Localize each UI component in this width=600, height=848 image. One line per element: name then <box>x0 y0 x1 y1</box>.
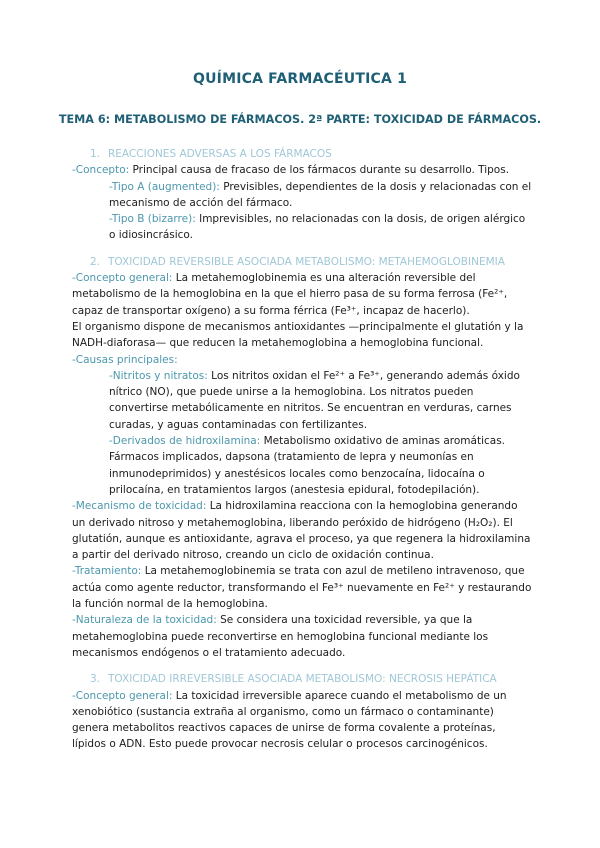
s2-concepto: -Concepto general: La metahemoglobinemia es una alteración reversible del metabolismo de la hemoglobina en la que el hierro pasa de su forma ferrosa (Fe²⁺, capaz de transportar oxígeno) a su forma férrica (Fe³⁺, incapaz de hacerlo). <box>72 272 508 317</box>
s2-derivados: -Derivados de hidroxilamina: Metabolismo oxidativo de aminas aromáticas. Fármacos implicados, dapsona (tratamiento de lepra y neumonías en inmunodeprimidos) y anestésicos locales como benzocaína, lidocaína o prilocaína, en tratamientos largos (anestesia epidural, fotodepilación). <box>109 435 506 496</box>
s1-tipo-b: -Tipo B (bizarre): Imprevisibles, no relacionadas con la dosis, de origen alérgico o idiosincrásico. <box>109 213 526 242</box>
s2-mecanismo: -Mecanismo de toxicidad: La hidroxilamina reacciona con la hemoglobina generando un derivado nitroso y metahemoglobina, liberando peróxido de hidrógeno (H₂O₂). El glutatión, aunque es antioxidante, agrava el proceso, ya que regenera la hidroxilamina a partir del derivado nitroso, creando un ciclo de oxidación continua. <box>72 500 531 562</box>
section-2-heading: 2. TOXICIDAD REVERSIBLE ASOCIADA METABOLISMO: METAHEMOGLOBINEMIA <box>90 255 505 268</box>
section-3-heading: 3. TOXICIDAD IRREVERSIBLE ASOCIADA METABOLISMO: NECROSIS HEPÁTICA <box>90 673 497 686</box>
s2-organismo: El organismo dispone de mecanismos antioxidantes —principalmente el glutatión y la NADH-diaforasa— que reducen la metahemoglobina a hemoglobina funcional. <box>72 320 524 350</box>
s2-naturaleza: -Naturaleza de la toxicidad: Se considera una toxicidad reversible, ya que la metahemoglobina puede reconvertirse en hemoglobina funcional mediante los mecanismos endógenos o el tratamiento adecuado. <box>72 614 489 659</box>
s2-causas: -Causas principales: <box>72 353 178 366</box>
section-1-heading: 1. REACCIONES ADVERSAS A LOS FÁRMACOS <box>90 148 332 160</box>
document-subtitle: TEMA 6: METABOLISMO DE FÁRMACOS. 2ª PARTE: TOXICIDAD DE FÁRMACOS. <box>58 113 542 126</box>
s2-nitritos: -Nitritos y nitratos: Los nitritos oxidan el Fe²⁺ a Fe³⁺, generando además óxido nítrico (NO), que puede unirse a la hemoglobina. Los nitratos pueden convertirse metabólicamente en nitritos. Se encuentran en verduras, carnes curadas, y aguas contaminadas con fertilizantes. <box>109 369 520 431</box>
s2-tratamiento: -Tratamiento: La metahemoglobinemia se trata con azul de metileno intravenoso, que actúa como agente reductor, transformando el Fe³⁺ nuevamente en Fe²⁺ y restaurando la función normal de la hemoglobina. <box>72 565 532 611</box>
s1-concepto: -Concepto: Principal causa de fracaso de los fármacos durante su desarrollo. Tipos. <box>72 164 510 177</box>
document-title: QUÍMICA FARMACÉUTICA 1 <box>192 71 408 87</box>
document-body <box>72 146 532 753</box>
s1-tipo-a: -Tipo A (augmented): Previsibles, dependientes de la dosis y relacionadas con el mecanismo de acción del fármaco. <box>109 180 532 209</box>
s3-concepto: -Concepto general: La toxicidad irreversible aparece cuando el metabolismo de un xenobiótico (sustancia extraña al organismo, como un fármaco o contaminante) genera metabolitos reactivos capaces de unirse de forma covalente a proteínas, lípidos o ADN. Esto puede provocar necrosis celular o procesos carcinogénicos. <box>72 689 507 751</box>
